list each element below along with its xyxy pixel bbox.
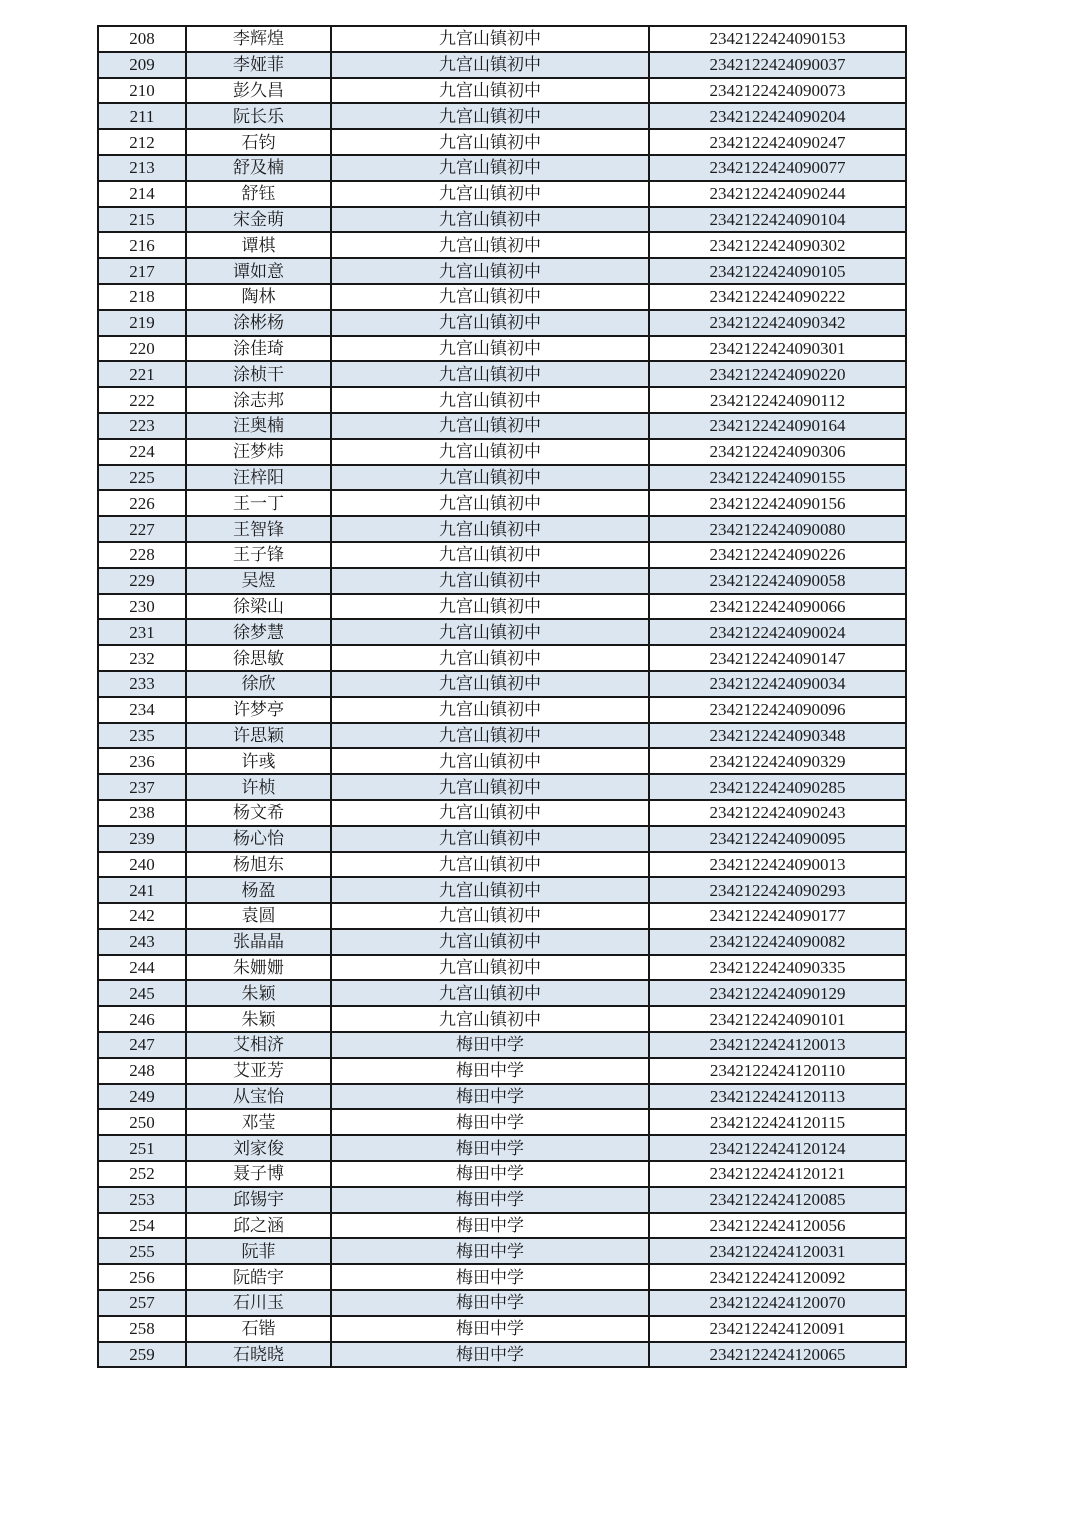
table-row — [98, 310, 906, 336]
table-row — [98, 413, 906, 439]
cell-row-number: 227 — [98, 516, 186, 542]
cell-row-number: 234 — [98, 697, 186, 723]
cell-exam-id: 2342122424120115 — [649, 1109, 906, 1135]
cell-row-number: 248 — [98, 1058, 186, 1084]
cell-student-name: 朱姗姗 — [186, 955, 331, 981]
cell-row-number: 251 — [98, 1135, 186, 1161]
cell-exam-id: 2342122424090129 — [649, 980, 906, 1006]
cell-student-name: 汪梦炜 — [186, 439, 331, 465]
cell-student-name: 舒及楠 — [186, 155, 331, 181]
cell-student-name: 徐思敏 — [186, 645, 331, 671]
cell-school-name: 九宫山镇初中 — [331, 103, 649, 129]
cell-school-name: 九宫山镇初中 — [331, 568, 649, 594]
cell-exam-id: 2342122424090013 — [649, 852, 906, 878]
cell-student-name: 邓莹 — [186, 1109, 331, 1135]
cell-exam-id: 2342122424090112 — [649, 387, 906, 413]
cell-student-name: 汪奥楠 — [186, 413, 331, 439]
cell-school-name: 梅田中学 — [331, 1032, 649, 1058]
cell-row-number: 230 — [98, 594, 186, 620]
cell-student-name: 许梦亭 — [186, 697, 331, 723]
cell-row-number: 213 — [98, 155, 186, 181]
cell-student-name: 彭久昌 — [186, 78, 331, 104]
cell-exam-id: 2342122424120092 — [649, 1264, 906, 1290]
table-row — [98, 78, 906, 104]
cell-row-number: 220 — [98, 336, 186, 362]
cell-exam-id: 2342122424120121 — [649, 1161, 906, 1187]
cell-student-name: 杨文希 — [186, 800, 331, 826]
cell-school-name: 九宫山镇初中 — [331, 310, 649, 336]
cell-exam-id: 2342122424090226 — [649, 542, 906, 568]
cell-school-name: 九宫山镇初中 — [331, 619, 649, 645]
cell-row-number: 249 — [98, 1084, 186, 1110]
cell-student-name: 朱颖 — [186, 980, 331, 1006]
cell-student-name: 石锴 — [186, 1316, 331, 1342]
table-row — [98, 1084, 906, 1110]
cell-student-name: 石晓晓 — [186, 1342, 331, 1368]
cell-school-name: 九宫山镇初中 — [331, 465, 649, 491]
cell-student-name: 许彧 — [186, 748, 331, 774]
cell-row-number: 217 — [98, 258, 186, 284]
cell-exam-id: 2342122424090243 — [649, 800, 906, 826]
cell-exam-id: 2342122424090073 — [649, 78, 906, 104]
table-row — [98, 26, 906, 52]
cell-exam-id: 2342122424120124 — [649, 1135, 906, 1161]
student-roster-table — [97, 25, 907, 1368]
cell-row-number: 258 — [98, 1316, 186, 1342]
cell-row-number: 242 — [98, 903, 186, 929]
cell-row-number: 255 — [98, 1238, 186, 1264]
cell-student-name: 阮长乐 — [186, 103, 331, 129]
cell-student-name: 徐梦慧 — [186, 619, 331, 645]
table-row — [98, 903, 906, 929]
cell-exam-id: 2342122424090105 — [649, 258, 906, 284]
cell-school-name: 九宫山镇初中 — [331, 852, 649, 878]
cell-school-name: 九宫山镇初中 — [331, 52, 649, 78]
cell-school-name: 九宫山镇初中 — [331, 955, 649, 981]
cell-row-number: 225 — [98, 465, 186, 491]
cell-exam-id: 2342122424090342 — [649, 310, 906, 336]
cell-student-name: 涂彬杨 — [186, 310, 331, 336]
cell-exam-id: 2342122424120013 — [649, 1032, 906, 1058]
cell-student-name: 陶林 — [186, 284, 331, 310]
cell-exam-id: 2342122424090306 — [649, 439, 906, 465]
cell-row-number: 208 — [98, 26, 186, 52]
table-row — [98, 1032, 906, 1058]
table-row — [98, 1161, 906, 1187]
table-row — [98, 1135, 906, 1161]
cell-exam-id: 2342122424090302 — [649, 232, 906, 258]
cell-school-name: 九宫山镇初中 — [331, 980, 649, 1006]
cell-student-name: 涂志邦 — [186, 387, 331, 413]
cell-school-name: 梅田中学 — [331, 1238, 649, 1264]
cell-exam-id: 2342122424090285 — [649, 774, 906, 800]
table-row — [98, 1006, 906, 1032]
table-row — [98, 748, 906, 774]
cell-student-name: 舒钰 — [186, 181, 331, 207]
cell-student-name: 王子锋 — [186, 542, 331, 568]
cell-school-name: 梅田中学 — [331, 1084, 649, 1110]
cell-student-name: 袁圆 — [186, 903, 331, 929]
cell-row-number: 223 — [98, 413, 186, 439]
cell-school-name: 梅田中学 — [331, 1342, 649, 1368]
cell-exam-id: 2342122424120070 — [649, 1290, 906, 1316]
cell-school-name: 九宫山镇初中 — [331, 723, 649, 749]
cell-school-name: 九宫山镇初中 — [331, 284, 649, 310]
cell-student-name: 王一丁 — [186, 490, 331, 516]
cell-school-name: 梅田中学 — [331, 1161, 649, 1187]
table-row — [98, 1238, 906, 1264]
cell-school-name: 九宫山镇初中 — [331, 181, 649, 207]
cell-row-number: 238 — [98, 800, 186, 826]
cell-school-name: 梅田中学 — [331, 1213, 649, 1239]
cell-row-number: 218 — [98, 284, 186, 310]
cell-student-name: 谭棋 — [186, 232, 331, 258]
cell-row-number: 254 — [98, 1213, 186, 1239]
cell-exam-id: 2342122424090247 — [649, 129, 906, 155]
cell-row-number: 219 — [98, 310, 186, 336]
cell-row-number: 247 — [98, 1032, 186, 1058]
cell-row-number: 209 — [98, 52, 186, 78]
cell-student-name: 从宝怡 — [186, 1084, 331, 1110]
cell-exam-id: 2342122424090066 — [649, 594, 906, 620]
table-row — [98, 980, 906, 1006]
table-row — [98, 826, 906, 852]
table-row — [98, 207, 906, 233]
cell-school-name: 九宫山镇初中 — [331, 516, 649, 542]
cell-student-name: 李辉煌 — [186, 26, 331, 52]
cell-student-name: 石川玉 — [186, 1290, 331, 1316]
cell-school-name: 梅田中学 — [331, 1135, 649, 1161]
cell-school-name: 九宫山镇初中 — [331, 490, 649, 516]
cell-student-name: 谭如意 — [186, 258, 331, 284]
cell-exam-id: 2342122424120056 — [649, 1213, 906, 1239]
cell-school-name: 九宫山镇初中 — [331, 336, 649, 362]
cell-exam-id: 2342122424090244 — [649, 181, 906, 207]
cell-exam-id: 2342122424120110 — [649, 1058, 906, 1084]
table-row — [98, 594, 906, 620]
cell-row-number: 237 — [98, 774, 186, 800]
cell-row-number: 233 — [98, 671, 186, 697]
cell-school-name: 梅田中学 — [331, 1316, 649, 1342]
cell-school-name: 九宫山镇初中 — [331, 671, 649, 697]
table-row — [98, 955, 906, 981]
cell-school-name: 九宫山镇初中 — [331, 748, 649, 774]
cell-school-name: 九宫山镇初中 — [331, 826, 649, 852]
cell-school-name: 九宫山镇初中 — [331, 129, 649, 155]
cell-row-number: 256 — [98, 1264, 186, 1290]
cell-student-name: 朱颖 — [186, 1006, 331, 1032]
cell-student-name: 邱之涵 — [186, 1213, 331, 1239]
table-row — [98, 155, 906, 181]
cell-exam-id: 2342122424090156 — [649, 490, 906, 516]
table-row — [98, 1109, 906, 1135]
cell-student-name: 阮皓宇 — [186, 1264, 331, 1290]
table-row — [98, 619, 906, 645]
cell-row-number: 239 — [98, 826, 186, 852]
cell-row-number: 232 — [98, 645, 186, 671]
cell-row-number: 252 — [98, 1161, 186, 1187]
table-row — [98, 852, 906, 878]
cell-exam-id: 2342122424090058 — [649, 568, 906, 594]
cell-row-number: 226 — [98, 490, 186, 516]
cell-student-name: 宋金萌 — [186, 207, 331, 233]
cell-exam-id: 2342122424090177 — [649, 903, 906, 929]
cell-school-name: 九宫山镇初中 — [331, 413, 649, 439]
cell-row-number: 228 — [98, 542, 186, 568]
cell-student-name: 杨旭东 — [186, 852, 331, 878]
cell-school-name: 九宫山镇初中 — [331, 594, 649, 620]
table-row — [98, 387, 906, 413]
cell-student-name: 徐欣 — [186, 671, 331, 697]
table-row — [98, 1058, 906, 1084]
table-row — [98, 929, 906, 955]
cell-row-number: 221 — [98, 361, 186, 387]
table-row — [98, 1316, 906, 1342]
cell-student-name: 许桢 — [186, 774, 331, 800]
table-row — [98, 439, 906, 465]
cell-row-number: 257 — [98, 1290, 186, 1316]
table-row — [98, 671, 906, 697]
table-row — [98, 542, 906, 568]
cell-exam-id: 2342122424120091 — [649, 1316, 906, 1342]
cell-row-number: 259 — [98, 1342, 186, 1368]
cell-student-name: 涂佳琦 — [186, 336, 331, 362]
cell-school-name: 九宫山镇初中 — [331, 387, 649, 413]
cell-student-name: 张晶晶 — [186, 929, 331, 955]
cell-school-name: 九宫山镇初中 — [331, 207, 649, 233]
table-row — [98, 1213, 906, 1239]
cell-student-name: 艾亚芳 — [186, 1058, 331, 1084]
table-row — [98, 490, 906, 516]
cell-row-number: 250 — [98, 1109, 186, 1135]
cell-row-number: 224 — [98, 439, 186, 465]
cell-school-name: 梅田中学 — [331, 1109, 649, 1135]
table-row — [98, 284, 906, 310]
cell-student-name: 阮菲 — [186, 1238, 331, 1264]
cell-exam-id: 2342122424090293 — [649, 877, 906, 903]
table-row — [98, 181, 906, 207]
cell-exam-id: 2342122424090348 — [649, 723, 906, 749]
cell-school-name: 九宫山镇初中 — [331, 232, 649, 258]
cell-student-name: 邱锡宇 — [186, 1187, 331, 1213]
cell-exam-id: 2342122424090082 — [649, 929, 906, 955]
cell-student-name: 杨盈 — [186, 877, 331, 903]
cell-row-number: 216 — [98, 232, 186, 258]
table-row — [98, 232, 906, 258]
cell-row-number: 215 — [98, 207, 186, 233]
table-row — [98, 361, 906, 387]
cell-school-name: 九宫山镇初中 — [331, 26, 649, 52]
cell-school-name: 梅田中学 — [331, 1290, 649, 1316]
cell-row-number: 211 — [98, 103, 186, 129]
table-row — [98, 1187, 906, 1213]
table-row — [98, 258, 906, 284]
cell-exam-id: 2342122424090095 — [649, 826, 906, 852]
cell-exam-id: 2342122424090155 — [649, 465, 906, 491]
cell-student-name: 艾相济 — [186, 1032, 331, 1058]
cell-school-name: 九宫山镇初中 — [331, 361, 649, 387]
table-row — [98, 129, 906, 155]
cell-exam-id: 2342122424120031 — [649, 1238, 906, 1264]
cell-exam-id: 2342122424090204 — [649, 103, 906, 129]
cell-exam-id: 2342122424090024 — [649, 619, 906, 645]
cell-row-number: 222 — [98, 387, 186, 413]
cell-exam-id: 2342122424090101 — [649, 1006, 906, 1032]
cell-school-name: 九宫山镇初中 — [331, 258, 649, 284]
cell-row-number: 229 — [98, 568, 186, 594]
cell-exam-id: 2342122424090301 — [649, 336, 906, 362]
cell-school-name: 九宫山镇初中 — [331, 645, 649, 671]
table-row — [98, 723, 906, 749]
cell-row-number: 243 — [98, 929, 186, 955]
table-row — [98, 800, 906, 826]
cell-school-name: 梅田中学 — [331, 1264, 649, 1290]
table-row — [98, 52, 906, 78]
table-row — [98, 645, 906, 671]
cell-student-name: 吴煜 — [186, 568, 331, 594]
cell-row-number: 241 — [98, 877, 186, 903]
cell-student-name: 聂子博 — [186, 1161, 331, 1187]
table-row — [98, 774, 906, 800]
cell-row-number: 245 — [98, 980, 186, 1006]
cell-school-name: 九宫山镇初中 — [331, 903, 649, 929]
cell-exam-id: 2342122424090034 — [649, 671, 906, 697]
cell-school-name: 九宫山镇初中 — [331, 78, 649, 104]
cell-row-number: 253 — [98, 1187, 186, 1213]
cell-row-number: 246 — [98, 1006, 186, 1032]
cell-exam-id: 2342122424090153 — [649, 26, 906, 52]
table-row — [98, 1290, 906, 1316]
table-row — [98, 697, 906, 723]
cell-exam-id: 2342122424090147 — [649, 645, 906, 671]
cell-school-name: 九宫山镇初中 — [331, 774, 649, 800]
roster-body — [98, 26, 906, 1367]
cell-row-number: 244 — [98, 955, 186, 981]
cell-student-name: 汪梓阳 — [186, 465, 331, 491]
cell-student-name: 徐梁山 — [186, 594, 331, 620]
cell-school-name: 九宫山镇初中 — [331, 542, 649, 568]
cell-row-number: 231 — [98, 619, 186, 645]
table-row — [98, 1342, 906, 1368]
cell-student-name: 李娅菲 — [186, 52, 331, 78]
cell-school-name: 九宫山镇初中 — [331, 1006, 649, 1032]
cell-school-name: 九宫山镇初中 — [331, 439, 649, 465]
cell-row-number: 236 — [98, 748, 186, 774]
cell-student-name: 石钧 — [186, 129, 331, 155]
table-row — [98, 336, 906, 362]
cell-school-name: 九宫山镇初中 — [331, 155, 649, 181]
cell-exam-id: 2342122424090220 — [649, 361, 906, 387]
cell-student-name: 杨心怡 — [186, 826, 331, 852]
cell-exam-id: 2342122424090104 — [649, 207, 906, 233]
cell-exam-id: 2342122424120065 — [649, 1342, 906, 1368]
table-row — [98, 1264, 906, 1290]
cell-exam-id: 2342122424120085 — [649, 1187, 906, 1213]
cell-exam-id: 2342122424090335 — [649, 955, 906, 981]
cell-exam-id: 2342122424090037 — [649, 52, 906, 78]
cell-row-number: 210 — [98, 78, 186, 104]
cell-exam-id: 2342122424090080 — [649, 516, 906, 542]
cell-row-number: 235 — [98, 723, 186, 749]
cell-school-name: 梅田中学 — [331, 1187, 649, 1213]
table-row — [98, 568, 906, 594]
cell-student-name: 王智锋 — [186, 516, 331, 542]
cell-exam-id: 2342122424120113 — [649, 1084, 906, 1110]
cell-row-number: 240 — [98, 852, 186, 878]
cell-student-name: 刘家俊 — [186, 1135, 331, 1161]
cell-school-name: 梅田中学 — [331, 1058, 649, 1084]
cell-exam-id: 2342122424090329 — [649, 748, 906, 774]
table-row — [98, 465, 906, 491]
cell-exam-id: 2342122424090077 — [649, 155, 906, 181]
table-row — [98, 516, 906, 542]
cell-student-name: 许思颖 — [186, 723, 331, 749]
cell-school-name: 九宫山镇初中 — [331, 800, 649, 826]
cell-school-name: 九宫山镇初中 — [331, 929, 649, 955]
cell-school-name: 九宫山镇初中 — [331, 877, 649, 903]
cell-row-number: 212 — [98, 129, 186, 155]
cell-exam-id: 2342122424090096 — [649, 697, 906, 723]
table-row — [98, 877, 906, 903]
cell-exam-id: 2342122424090222 — [649, 284, 906, 310]
cell-row-number: 214 — [98, 181, 186, 207]
table-row — [98, 103, 906, 129]
cell-school-name: 九宫山镇初中 — [331, 697, 649, 723]
cell-exam-id: 2342122424090164 — [649, 413, 906, 439]
cell-student-name: 涂桢干 — [186, 361, 331, 387]
